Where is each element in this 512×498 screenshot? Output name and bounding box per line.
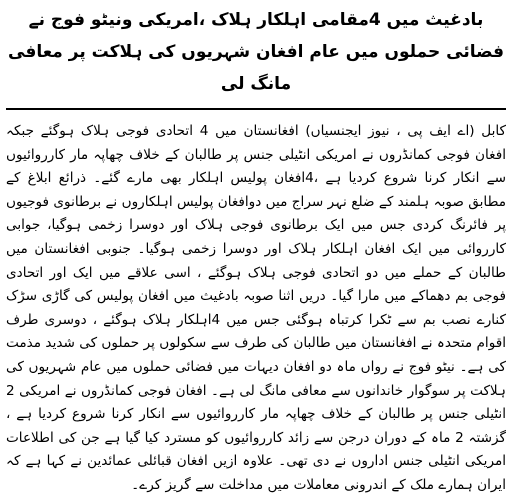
article-body: کابل (اے ایف پی ، نیوز ایجنسیاں) افغانستان میں 4 اتحادی فوجی ہلاک ہوگئے جبکہ افغان فوجی کمانڈروں نے امریکی انٹیلی جنس پر طالبان کے خلاف چھاپہ مار کارروائیوں سے انکار کرنا شروع کردیا ہے ،4افغان پولیس اہلکار بھی مارے گئے۔ ذرائع ابلاغ کے مطابق صوبہ ہلمند کے ضلع نہر سراج میں دوافغان پولیس اہلکاروں نے برطانوی فوجیوں پر فائرنگ کردی جس میں ایک برطانوی فوجی ہلاک اور دوسرا زخمی ہوگیا، جوابی کارروائی میں ایک افغان اہلکار ہلاک اور دوسرا زخمی ہوگیا۔ جنوبی افغانستان میں طالبان کے حملے میں دو اتحادی فوجی ہلاک ہوگئے ، اسی علاقے میں ایک اور اتحادی فوجی بم دھماکے میں مارا گیا۔ دریں اثنا صوبہ بادغیث میں افغان پولیس کی گاڑی سڑک کنارے نصب بم سے ٹکرا کرتباہ ہوگئی جس میں 4اہلکار ہلاک ہوگئے ، دوسری طرف اقوام متحدہ نے افغانستان میں طالبان کی طرف سے سکولوں پر حملوں کی شدید مذمت کی ہے۔ نیٹو فوج نے رواں ماہ دو افغان دیہات میں فضائی حملوں میں عام شہریوں کی ہلاکت پر سوگوار خاندانوں سے معافی مانگ لی ہے۔ افغان فوجی کمانڈروں نے امریکی 2 انٹیلی جنس پر طالبان کے خلاف چھاپہ مار کارروائیوں سے انکار کرنا شروع کردیا ہے ، گزشتہ 2 ماہ کے دوران درجن سے زائد کارروائیوں کو مسترد کیا گیا ہے جن کی اطلاعات امریکی انٹیلی جنس اداروں نے دی تھی۔ علاوہ ازیں افغان قبائلی عمائدین نے کہا ہے کہ ایران ہمارے ملک کے اندرونی معاملات میں مداخلت سے گریز کرے۔	[6, 123, 506, 493]
headline-divider	[6, 108, 506, 110]
article-headline: بادغیث میں 4مقامی اہلکار ہلاک ،امریکی ونیٹو فوج نے فضائی حملوں میں عام افغان شہریوں کی ہلاکت پر معافی مانگ لی	[8, 10, 504, 94]
